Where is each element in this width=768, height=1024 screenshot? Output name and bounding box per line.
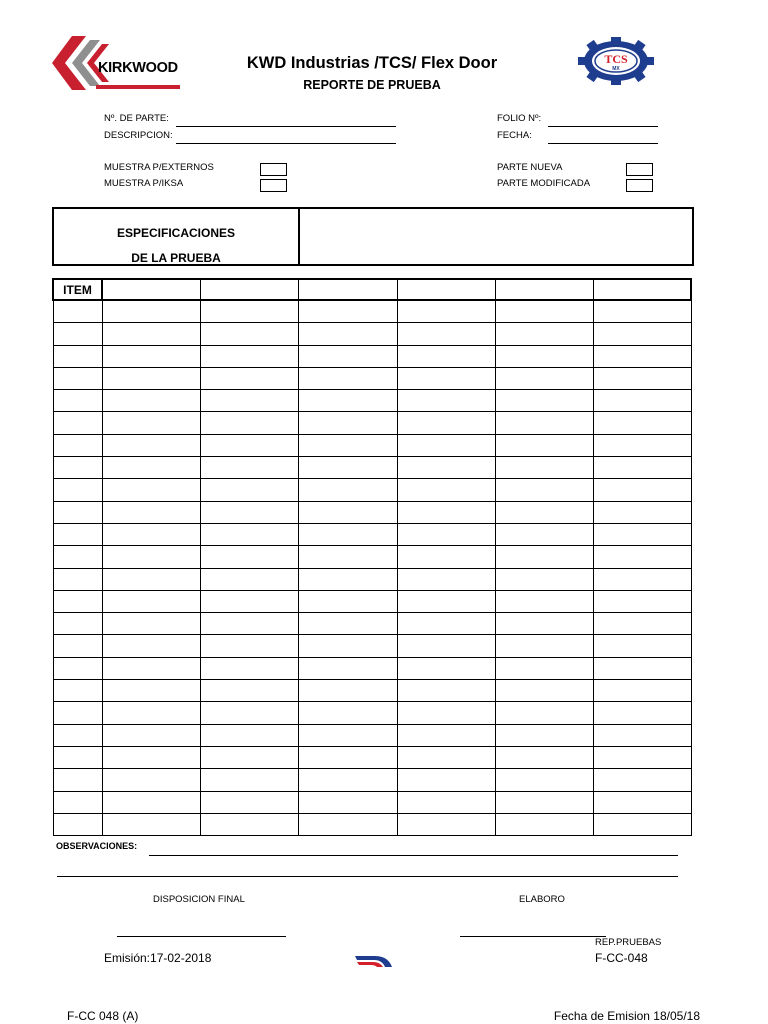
table-cell[interactable] xyxy=(397,724,495,746)
table-cell[interactable] xyxy=(397,523,495,545)
table-cell[interactable] xyxy=(102,434,200,456)
table-cell[interactable] xyxy=(495,791,593,813)
table-cell[interactable] xyxy=(53,680,102,702)
table-row xyxy=(53,568,691,590)
table-cell[interactable] xyxy=(593,523,691,545)
tcs-logo-subtext: MX xyxy=(612,66,620,72)
table-row xyxy=(53,813,691,835)
column-header-1 xyxy=(102,279,200,300)
table-row xyxy=(53,657,691,679)
table-cell[interactable] xyxy=(298,345,397,367)
table-row xyxy=(53,367,691,389)
table-cell[interactable] xyxy=(102,367,200,389)
table-cell[interactable] xyxy=(298,702,397,724)
table-cell[interactable] xyxy=(593,746,691,768)
table-cell[interactable] xyxy=(593,590,691,612)
table-cell[interactable] xyxy=(298,813,397,835)
table-cell[interactable] xyxy=(53,791,102,813)
footer-form-code: F-CC 048 (A) xyxy=(67,1009,139,1023)
table-cell[interactable] xyxy=(298,590,397,612)
column-header-5 xyxy=(495,279,593,300)
page-subtitle: REPORTE DE PRUEBA xyxy=(303,78,441,92)
table-cell[interactable] xyxy=(397,746,495,768)
table-cell[interactable] xyxy=(593,345,691,367)
brand-mark-icon xyxy=(355,952,395,970)
description-label: DESCRIPCION: xyxy=(104,130,173,141)
table-cell[interactable] xyxy=(200,680,298,702)
table-cell[interactable] xyxy=(200,501,298,523)
table-cell[interactable] xyxy=(397,546,495,568)
table-cell[interactable] xyxy=(102,323,200,345)
part-number-field[interactable] xyxy=(176,126,396,127)
table-cell[interactable] xyxy=(200,702,298,724)
external-sample-checkbox[interactable] xyxy=(260,163,287,176)
table-cell[interactable] xyxy=(495,724,593,746)
table-row xyxy=(53,590,691,612)
table-cell[interactable] xyxy=(298,724,397,746)
table-cell[interactable] xyxy=(298,479,397,501)
table-cell[interactable] xyxy=(298,434,397,456)
table-row xyxy=(53,434,691,456)
table-cell[interactable] xyxy=(298,300,397,323)
table-cell[interactable] xyxy=(102,769,200,791)
table-row xyxy=(53,635,691,657)
table-cell[interactable] xyxy=(298,367,397,389)
table-row xyxy=(53,479,691,501)
table-cell[interactable] xyxy=(397,390,495,412)
table-cell[interactable] xyxy=(397,702,495,724)
table-cell[interactable] xyxy=(593,390,691,412)
table-cell[interactable] xyxy=(495,390,593,412)
observations-line-2[interactable] xyxy=(57,876,678,877)
table-cell[interactable] xyxy=(593,791,691,813)
table-cell[interactable] xyxy=(53,769,102,791)
item-column-header: ITEM xyxy=(53,279,102,300)
table-cell[interactable] xyxy=(53,457,102,479)
table-cell[interactable] xyxy=(298,769,397,791)
table-cell[interactable] xyxy=(53,568,102,590)
table-cell[interactable] xyxy=(495,813,593,835)
specifications-divider xyxy=(298,209,300,264)
table-cell[interactable] xyxy=(200,657,298,679)
table-cell[interactable] xyxy=(102,501,200,523)
table-cell[interactable] xyxy=(495,300,593,323)
table-cell[interactable] xyxy=(200,791,298,813)
table-cell[interactable] xyxy=(102,546,200,568)
column-header-2 xyxy=(200,279,298,300)
table-cell[interactable] xyxy=(53,746,102,768)
table-cell[interactable] xyxy=(53,345,102,367)
table-row xyxy=(53,613,691,635)
kirkwood-wordmark: KIRKWOOD xyxy=(98,60,178,76)
prepared-by-label: ELABORO xyxy=(519,894,565,905)
table-row xyxy=(53,300,691,323)
table-cell[interactable] xyxy=(200,635,298,657)
specifications-box xyxy=(52,207,694,266)
table-row xyxy=(53,412,691,434)
table-cell[interactable] xyxy=(495,702,593,724)
table-row xyxy=(53,546,691,568)
table-cell[interactable] xyxy=(495,746,593,768)
table-cell[interactable] xyxy=(397,791,495,813)
table-cell[interactable] xyxy=(593,546,691,568)
folio-field[interactable] xyxy=(548,126,658,127)
table-cell[interactable] xyxy=(495,635,593,657)
table-cell[interactable] xyxy=(397,657,495,679)
table-cell[interactable] xyxy=(593,702,691,724)
new-part-checkbox[interactable] xyxy=(626,163,653,176)
table-cell[interactable] xyxy=(593,367,691,389)
table-cell[interactable] xyxy=(495,345,593,367)
form-code: F-CC-048 xyxy=(595,951,648,965)
table-cell[interactable] xyxy=(495,568,593,590)
table-cell[interactable] xyxy=(53,323,102,345)
table-cell[interactable] xyxy=(102,479,200,501)
tcs-logo xyxy=(578,37,654,85)
table-cell[interactable] xyxy=(397,479,495,501)
table-cell[interactable] xyxy=(53,412,102,434)
table-cell[interactable] xyxy=(53,813,102,835)
table-row xyxy=(53,523,691,545)
table-cell[interactable] xyxy=(200,345,298,367)
table-cell[interactable] xyxy=(200,813,298,835)
table-cell[interactable] xyxy=(495,613,593,635)
table-cell[interactable] xyxy=(102,746,200,768)
table-cell[interactable] xyxy=(298,323,397,345)
table-cell[interactable] xyxy=(53,501,102,523)
table-cell[interactable] xyxy=(593,434,691,456)
table-cell[interactable] xyxy=(102,412,200,434)
table-cell[interactable] xyxy=(593,724,691,746)
table-cell[interactable] xyxy=(102,680,200,702)
table-cell[interactable] xyxy=(200,613,298,635)
table-cell[interactable] xyxy=(495,323,593,345)
table-cell[interactable] xyxy=(495,546,593,568)
table-cell[interactable] xyxy=(593,479,691,501)
table-cell[interactable] xyxy=(53,702,102,724)
table-cell[interactable] xyxy=(200,479,298,501)
table-cell[interactable] xyxy=(298,746,397,768)
table-cell[interactable] xyxy=(200,390,298,412)
date-label: FECHA: xyxy=(497,130,532,141)
table-cell[interactable] xyxy=(200,523,298,545)
table-cell[interactable] xyxy=(53,479,102,501)
external-sample-label: MUESTRA P/EXTERNOS xyxy=(104,162,214,173)
table-cell[interactable] xyxy=(200,323,298,345)
final-disposition-label: DISPOSICION FINAL xyxy=(153,894,245,905)
table-cell[interactable] xyxy=(53,657,102,679)
table-cell[interactable] xyxy=(495,457,593,479)
table-cell[interactable] xyxy=(102,568,200,590)
table-cell[interactable] xyxy=(495,434,593,456)
table-cell[interactable] xyxy=(53,635,102,657)
table-cell[interactable] xyxy=(593,680,691,702)
table-cell[interactable] xyxy=(593,300,691,323)
table-cell[interactable] xyxy=(397,300,495,323)
table-cell[interactable] xyxy=(593,457,691,479)
specifications-label-line2: DE LA PRUEBA xyxy=(131,251,221,265)
specifications-label xyxy=(54,221,298,271)
table-cell[interactable] xyxy=(495,412,593,434)
table-cell[interactable] xyxy=(397,434,495,456)
table-cell[interactable] xyxy=(53,546,102,568)
table-cell[interactable] xyxy=(53,300,102,323)
table-cell[interactable] xyxy=(102,523,200,545)
table-cell[interactable] xyxy=(200,590,298,612)
table-cell[interactable] xyxy=(53,613,102,635)
table-cell[interactable] xyxy=(102,702,200,724)
column-header-6 xyxy=(593,279,691,300)
table-row xyxy=(53,724,691,746)
table-cell[interactable] xyxy=(495,769,593,791)
table-cell[interactable] xyxy=(102,635,200,657)
table-cell[interactable] xyxy=(298,546,397,568)
tcs-logo-text: TCS xyxy=(604,52,628,66)
table-cell[interactable] xyxy=(397,680,495,702)
table-cell[interactable] xyxy=(53,390,102,412)
table-cell[interactable] xyxy=(495,523,593,545)
test-results-table xyxy=(52,278,692,836)
table-cell[interactable] xyxy=(53,367,102,389)
table-cell[interactable] xyxy=(593,412,691,434)
table-cell[interactable] xyxy=(102,724,200,746)
table-cell[interactable] xyxy=(397,635,495,657)
table-row xyxy=(53,680,691,702)
table-cell[interactable] xyxy=(593,635,691,657)
table-cell[interactable] xyxy=(397,813,495,835)
table-cell[interactable] xyxy=(298,568,397,590)
table-row xyxy=(53,323,691,345)
table-row xyxy=(53,457,691,479)
iksa-sample-checkbox[interactable] xyxy=(260,179,287,192)
footer-issue-date: Fecha de Emision 18/05/18 xyxy=(553,1009,700,1023)
table-cell[interactable] xyxy=(593,769,691,791)
part-number-label: Nº. DE PARTE: xyxy=(104,113,169,124)
table-cell[interactable] xyxy=(495,590,593,612)
date-field[interactable] xyxy=(548,143,658,144)
table-cell[interactable] xyxy=(298,791,397,813)
table-cell[interactable] xyxy=(102,791,200,813)
table-cell[interactable] xyxy=(200,746,298,768)
table-cell[interactable] xyxy=(495,657,593,679)
table-cell[interactable] xyxy=(495,367,593,389)
table-cell[interactable] xyxy=(397,367,495,389)
table-cell[interactable] xyxy=(397,590,495,612)
table-cell[interactable] xyxy=(397,412,495,434)
table-cell[interactable] xyxy=(397,501,495,523)
table-cell[interactable] xyxy=(298,613,397,635)
final-disposition-signature-line[interactable] xyxy=(117,936,286,937)
table-row xyxy=(53,390,691,412)
table-cell[interactable] xyxy=(200,769,298,791)
table-cell[interactable] xyxy=(102,457,200,479)
column-header-3 xyxy=(298,279,397,300)
column-header-4 xyxy=(397,279,495,300)
modified-part-checkbox[interactable] xyxy=(626,179,653,192)
new-part-label: PARTE NUEVA xyxy=(497,162,563,173)
table-cell[interactable] xyxy=(495,501,593,523)
table-cell[interactable] xyxy=(102,390,200,412)
table-cell[interactable] xyxy=(397,613,495,635)
table-cell[interactable] xyxy=(298,680,397,702)
table-cell[interactable] xyxy=(53,590,102,612)
table-cell[interactable] xyxy=(200,412,298,434)
table-cell[interactable] xyxy=(298,412,397,434)
table-cell[interactable] xyxy=(298,635,397,657)
page-title: KWD Industrias /TCS/ Flex Door xyxy=(246,54,498,72)
table-cell[interactable] xyxy=(102,613,200,635)
table-cell[interactable] xyxy=(298,523,397,545)
table-cell[interactable] xyxy=(298,390,397,412)
observations-label: OBSERVACIONES: xyxy=(56,841,138,851)
observations-line-1[interactable] xyxy=(149,855,678,856)
table-row xyxy=(53,501,691,523)
table-cell[interactable] xyxy=(593,568,691,590)
table-cell[interactable] xyxy=(200,367,298,389)
table-row xyxy=(53,345,691,367)
table-cell[interactable] xyxy=(102,590,200,612)
description-field[interactable] xyxy=(176,143,396,144)
table-cell[interactable] xyxy=(200,434,298,456)
iksa-sample-label: MUESTRA P/IKSA xyxy=(104,178,184,189)
table-cell[interactable] xyxy=(298,657,397,679)
table-row xyxy=(53,791,691,813)
table-cell[interactable] xyxy=(102,300,200,323)
table-cell[interactable] xyxy=(200,724,298,746)
table-cell[interactable] xyxy=(495,680,593,702)
table-cell[interactable] xyxy=(397,769,495,791)
table-row xyxy=(53,746,691,768)
modified-part-label: PARTE MODIFICADA xyxy=(497,178,591,189)
table-row xyxy=(53,702,691,724)
table-cell[interactable] xyxy=(200,457,298,479)
table-header-row xyxy=(53,279,691,300)
table-cell[interactable] xyxy=(397,323,495,345)
specifications-label-line1: ESPECIFICACIONES xyxy=(116,226,236,240)
folio-label: FOLIO Nº: xyxy=(497,113,542,124)
table-cell[interactable] xyxy=(495,479,593,501)
table-cell[interactable] xyxy=(593,323,691,345)
table-cell[interactable] xyxy=(102,813,200,835)
table-cell[interactable] xyxy=(53,724,102,746)
form-name: REP.PRUEBAS xyxy=(595,937,662,948)
table-cell[interactable] xyxy=(53,523,102,545)
table-cell[interactable] xyxy=(298,457,397,479)
table-cell[interactable] xyxy=(397,345,495,367)
table-cell[interactable] xyxy=(593,813,691,835)
table-cell[interactable] xyxy=(102,345,200,367)
table-cell[interactable] xyxy=(53,434,102,456)
issue-date: Emisión:17-02-2018 xyxy=(104,951,212,965)
specifications-field[interactable] xyxy=(301,209,692,264)
table-cell[interactable] xyxy=(593,657,691,679)
table-cell[interactable] xyxy=(200,568,298,590)
table-cell[interactable] xyxy=(397,457,495,479)
table-row xyxy=(53,769,691,791)
table-cell[interactable] xyxy=(397,568,495,590)
table-cell[interactable] xyxy=(593,613,691,635)
table-cell[interactable] xyxy=(200,546,298,568)
table-cell[interactable] xyxy=(102,657,200,679)
table-cell[interactable] xyxy=(200,300,298,323)
prepared-by-signature-line[interactable] xyxy=(460,936,606,937)
table-cell[interactable] xyxy=(593,501,691,523)
table-cell[interactable] xyxy=(298,501,397,523)
